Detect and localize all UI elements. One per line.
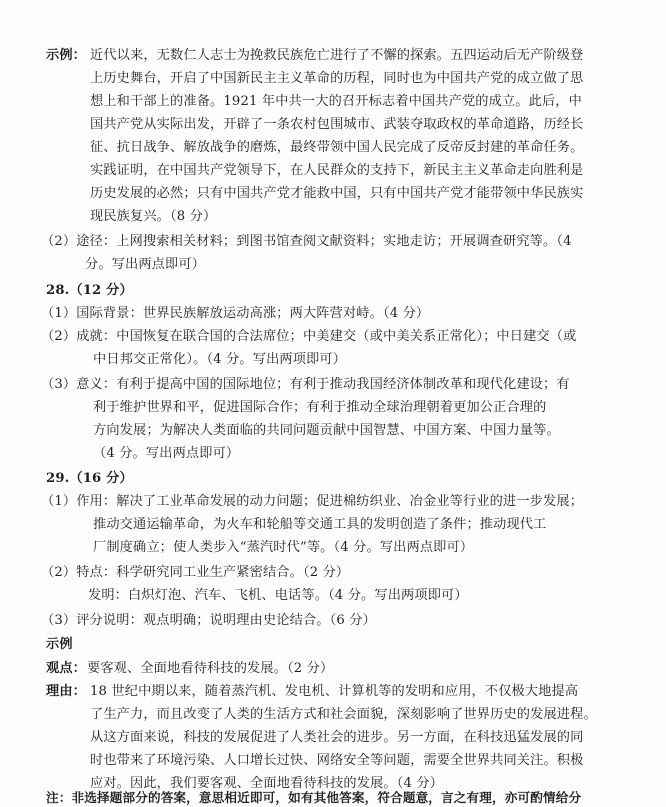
q29-item-1-cont-2: 厂制度确立；使人类步入“蒸汽时代”等。（4 分。写出两点即可） xyxy=(93,540,474,555)
q27-example-line-5: 征、抗日战争、解放战争的磨炼，最终带领中国人民完成了反帝反封建的革命任务。 xyxy=(90,140,584,155)
q27-example-line-4: 国共产党从实际出发，开辟了一条农村包围城市、武装夺取政权的革命道路，历经长 xyxy=(90,117,584,132)
q29-item-2: （2）特点：科学研究同工业生产紧密结合。（2 分） xyxy=(41,565,350,580)
q29-reason-line-1: 18 世纪中期以来，随着蒸汽机、发电机、计算机等的发明和应用，不仅极大地提高 xyxy=(90,684,579,699)
q28-heading: 28.（12 分） xyxy=(46,283,133,298)
q27-example-label: 示例： xyxy=(46,48,87,63)
q27-example-line-7: 历史发展的必然；只有中国共产党才能救中国，只有中国共产党才能带领中华民族实 xyxy=(90,186,584,201)
q28-item-1: （1）国际背景：世界民族解放运动高涨；两大阵营对峙。（4 分） xyxy=(41,306,430,321)
q29-reason-line-5: 应对。因此，我们要客观、全面地看待科技的发展。（4 分） xyxy=(90,776,444,791)
q29-item-2-inventions: 发明：白炽灯泡、汽车、飞机、电话等。（4 分。写出两项即可） xyxy=(88,588,468,603)
q29-item-3: （3）评分说明：观点明确；说明理由史论结合。（6 分） xyxy=(41,613,376,628)
q29-heading: 29.（16 分） xyxy=(46,471,133,486)
q27-example-line-6: 实践证明，在中国共产党领导下，在人民群众的支持下，新民主主义革命走向胜利是 xyxy=(90,163,584,178)
grading-note: 注：非选择题部分的答案，意思相近即可，如有其他答案，符合题意，言之有理，亦可酌情给分 xyxy=(46,790,582,805)
q27-example-line-2: 上历史舞台，开启了中国新民主主义革命的历程，同时也为中国共产党的成立做了思 xyxy=(90,71,584,86)
q29-reason-line-3: 从这方面来说，科技的发展促进了人类社会的进步。另一方面，在科技迅猛发展的同 xyxy=(90,730,584,745)
q29-item-1: （1）作用：解决了工业革命发展的动力问题；促进棉纺织业、冶金业等行业的进一步发展； xyxy=(41,494,584,509)
q29-item-1-cont-1: 推动交通运输革命，为火车和轮船等交通工具的发明创造了条件；推动现代工 xyxy=(93,517,547,532)
q28-item-3-cont-3: （4 分。写出两点即可） xyxy=(93,446,240,461)
q29-view-text: 要客观、全面地看待科技的发展。（2 分） xyxy=(87,661,334,676)
q27-example-line-3: 想上和干部上的准备。1921 年中共一大的召开标志着中国共产党的成立。此后，中 xyxy=(90,94,582,109)
q28-item-2-cont: 中日邦交正常化）。（4 分。写出两项即可） xyxy=(93,352,347,367)
q28-item-3: （3）意义：有利于提高中国的国际地位；有利于推动我国经济体制改革和现代化建设；有 xyxy=(41,377,570,392)
q28-item-3-cont-1: 利于维护世界和平，促进国际合作；有利于推动全球治理朝着更加公正合理的 xyxy=(93,400,547,415)
q27-example-line-1: 近代以来，无数仁人志士为挽救民族危亡进行了不懈的探索。五四运动后无产阶级登 xyxy=(90,48,584,63)
q29-example-heading: 示例 xyxy=(46,637,73,652)
q28-item-3-cont-2: 方向发展；为解决人类面临的共同问题贡献中国智慧、中国方案、中国力量等。 xyxy=(93,423,560,438)
q29-reason-label: 理由： xyxy=(46,684,87,699)
q27-part2-line-1: （2）途径：上网搜索相关材料；到图书馆查阅文献资料；实地走访；开展调查研究等。（4 xyxy=(41,234,572,249)
q28-item-2: （2）成就：中国恢复在联合国的合法席位；中美建交（或中美关系正常化）；中日建交（或 xyxy=(41,329,577,344)
q27-example-line-8: 现民族复兴。（8 分） xyxy=(90,209,217,224)
q27-part2-line-2: 分。写出两点即可） xyxy=(85,257,206,272)
q29-view-label: 观点： xyxy=(46,661,87,676)
q29-reason-line-2: 了生产力，而且改变了人类的生活方式和社会面貌，深刻影响了世界历史的发展进程。 xyxy=(90,707,597,722)
q29-reason-line-4: 时也带来了环境污染、人口增长过快、网络安全等问题，需要全世界共同关注。积极 xyxy=(90,753,584,768)
